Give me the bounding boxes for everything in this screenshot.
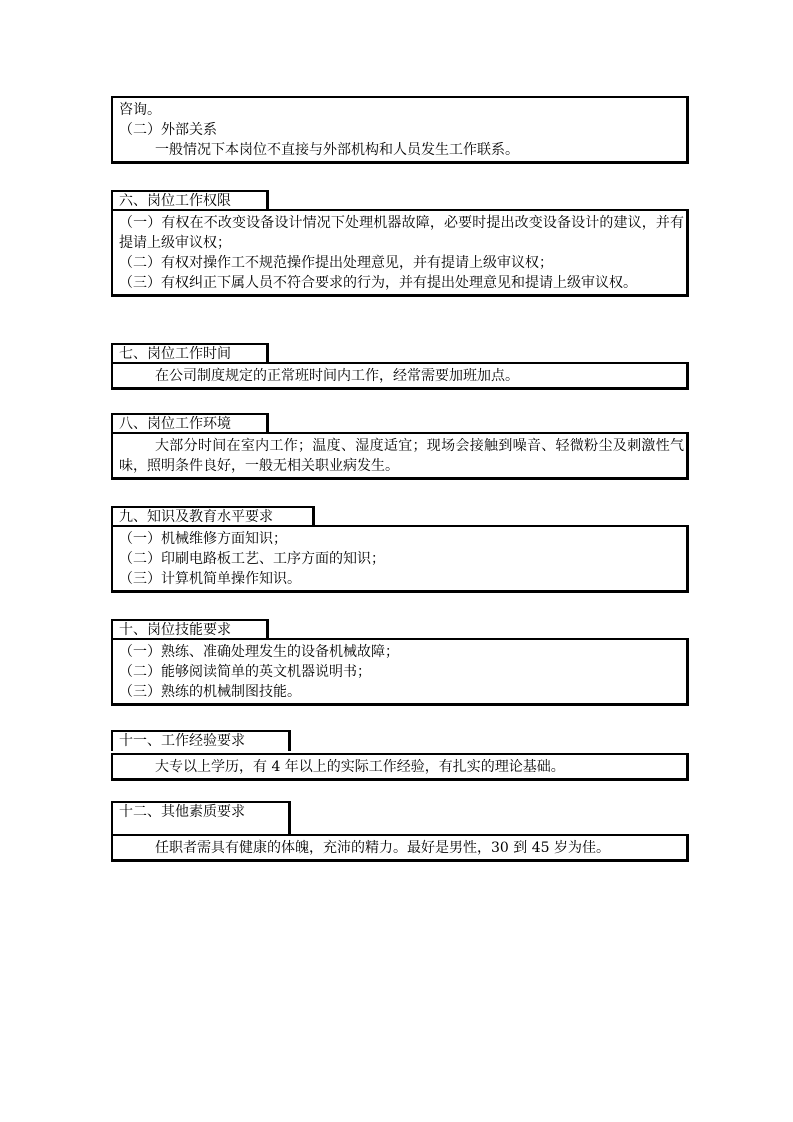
prev-line-2: （二）外部关系 [119,122,217,138]
section-10-item-1: （一）熟练、准确处理发生的设备机械故障； [119,644,399,660]
section-9-item-3: （三）计算机简单操作知识。 [119,571,301,587]
section-8-box [111,432,689,480]
section-12-title: 十二、其他素质要求 [111,801,291,835]
prev-line-3: 一般情况下本岗位不直接与外部机构和人员发生工作联系。 [155,142,519,158]
section-6-item-1: （一）有权在不改变设备设计情况下处理机器故障，必要时提出改变设备设计的建议，并有提请上级审议权； [119,215,684,251]
section-prev-box [111,96,689,164]
section-9-title: 九、知识及教育水平要求 [111,506,315,527]
section-9-box [111,525,689,593]
section-10-item-2: （二）能够阅读简单的英文机器说明书； [119,664,371,680]
section-8-body: 大部分时间在室内工作；温度、湿度适宜；现场会接触到噪音、轻微粉尘及刺激性气味，照明条件良好，一般无相关职业病发生。 [119,438,684,474]
section-11-body: 大专以上学历，有 4 年以上的实际工作经验，有扎实的理论基础。 [155,759,565,775]
section-7-body: 在公司制度规定的正常班时间内工作，经常需要加班加点。 [155,368,519,384]
section-6-title: 六、岗位工作权限 [111,190,269,211]
section-11-title: 十一、工作经验要求 [111,730,291,751]
section-6-item-2: （二）有权对操作工不规范操作提出处理意见，并有提请上级审议权； [119,255,553,271]
section-9-item-1: （一）机械维修方面知识； [119,531,287,547]
section-12-box [111,834,689,862]
section-8-title: 八、岗位工作环境 [111,413,269,434]
section-9-item-2: （二）印刷电路板工艺、工序方面的知识； [119,551,385,567]
section-10-item-3: （三）熟练的机械制图技能。 [119,684,301,700]
section-7-title: 七、岗位工作时间 [111,343,269,364]
prev-line-1: 咨询。 [119,102,161,118]
section-10-title: 十、岗位技能要求 [111,619,269,640]
section-7-box [111,362,689,390]
section-6-item-3: （三）有权纠正下属人员不符合要求的行为，并有提出处理意见和提请上级审议权。 [119,275,637,291]
section-6-box [111,209,689,297]
section-10-box [111,638,689,706]
section-11-box [111,753,689,781]
section-12-body: 任职者需具有健康的体魄，充沛的精力。最好是男性，30 到 45 岁为佳。 [155,840,610,856]
